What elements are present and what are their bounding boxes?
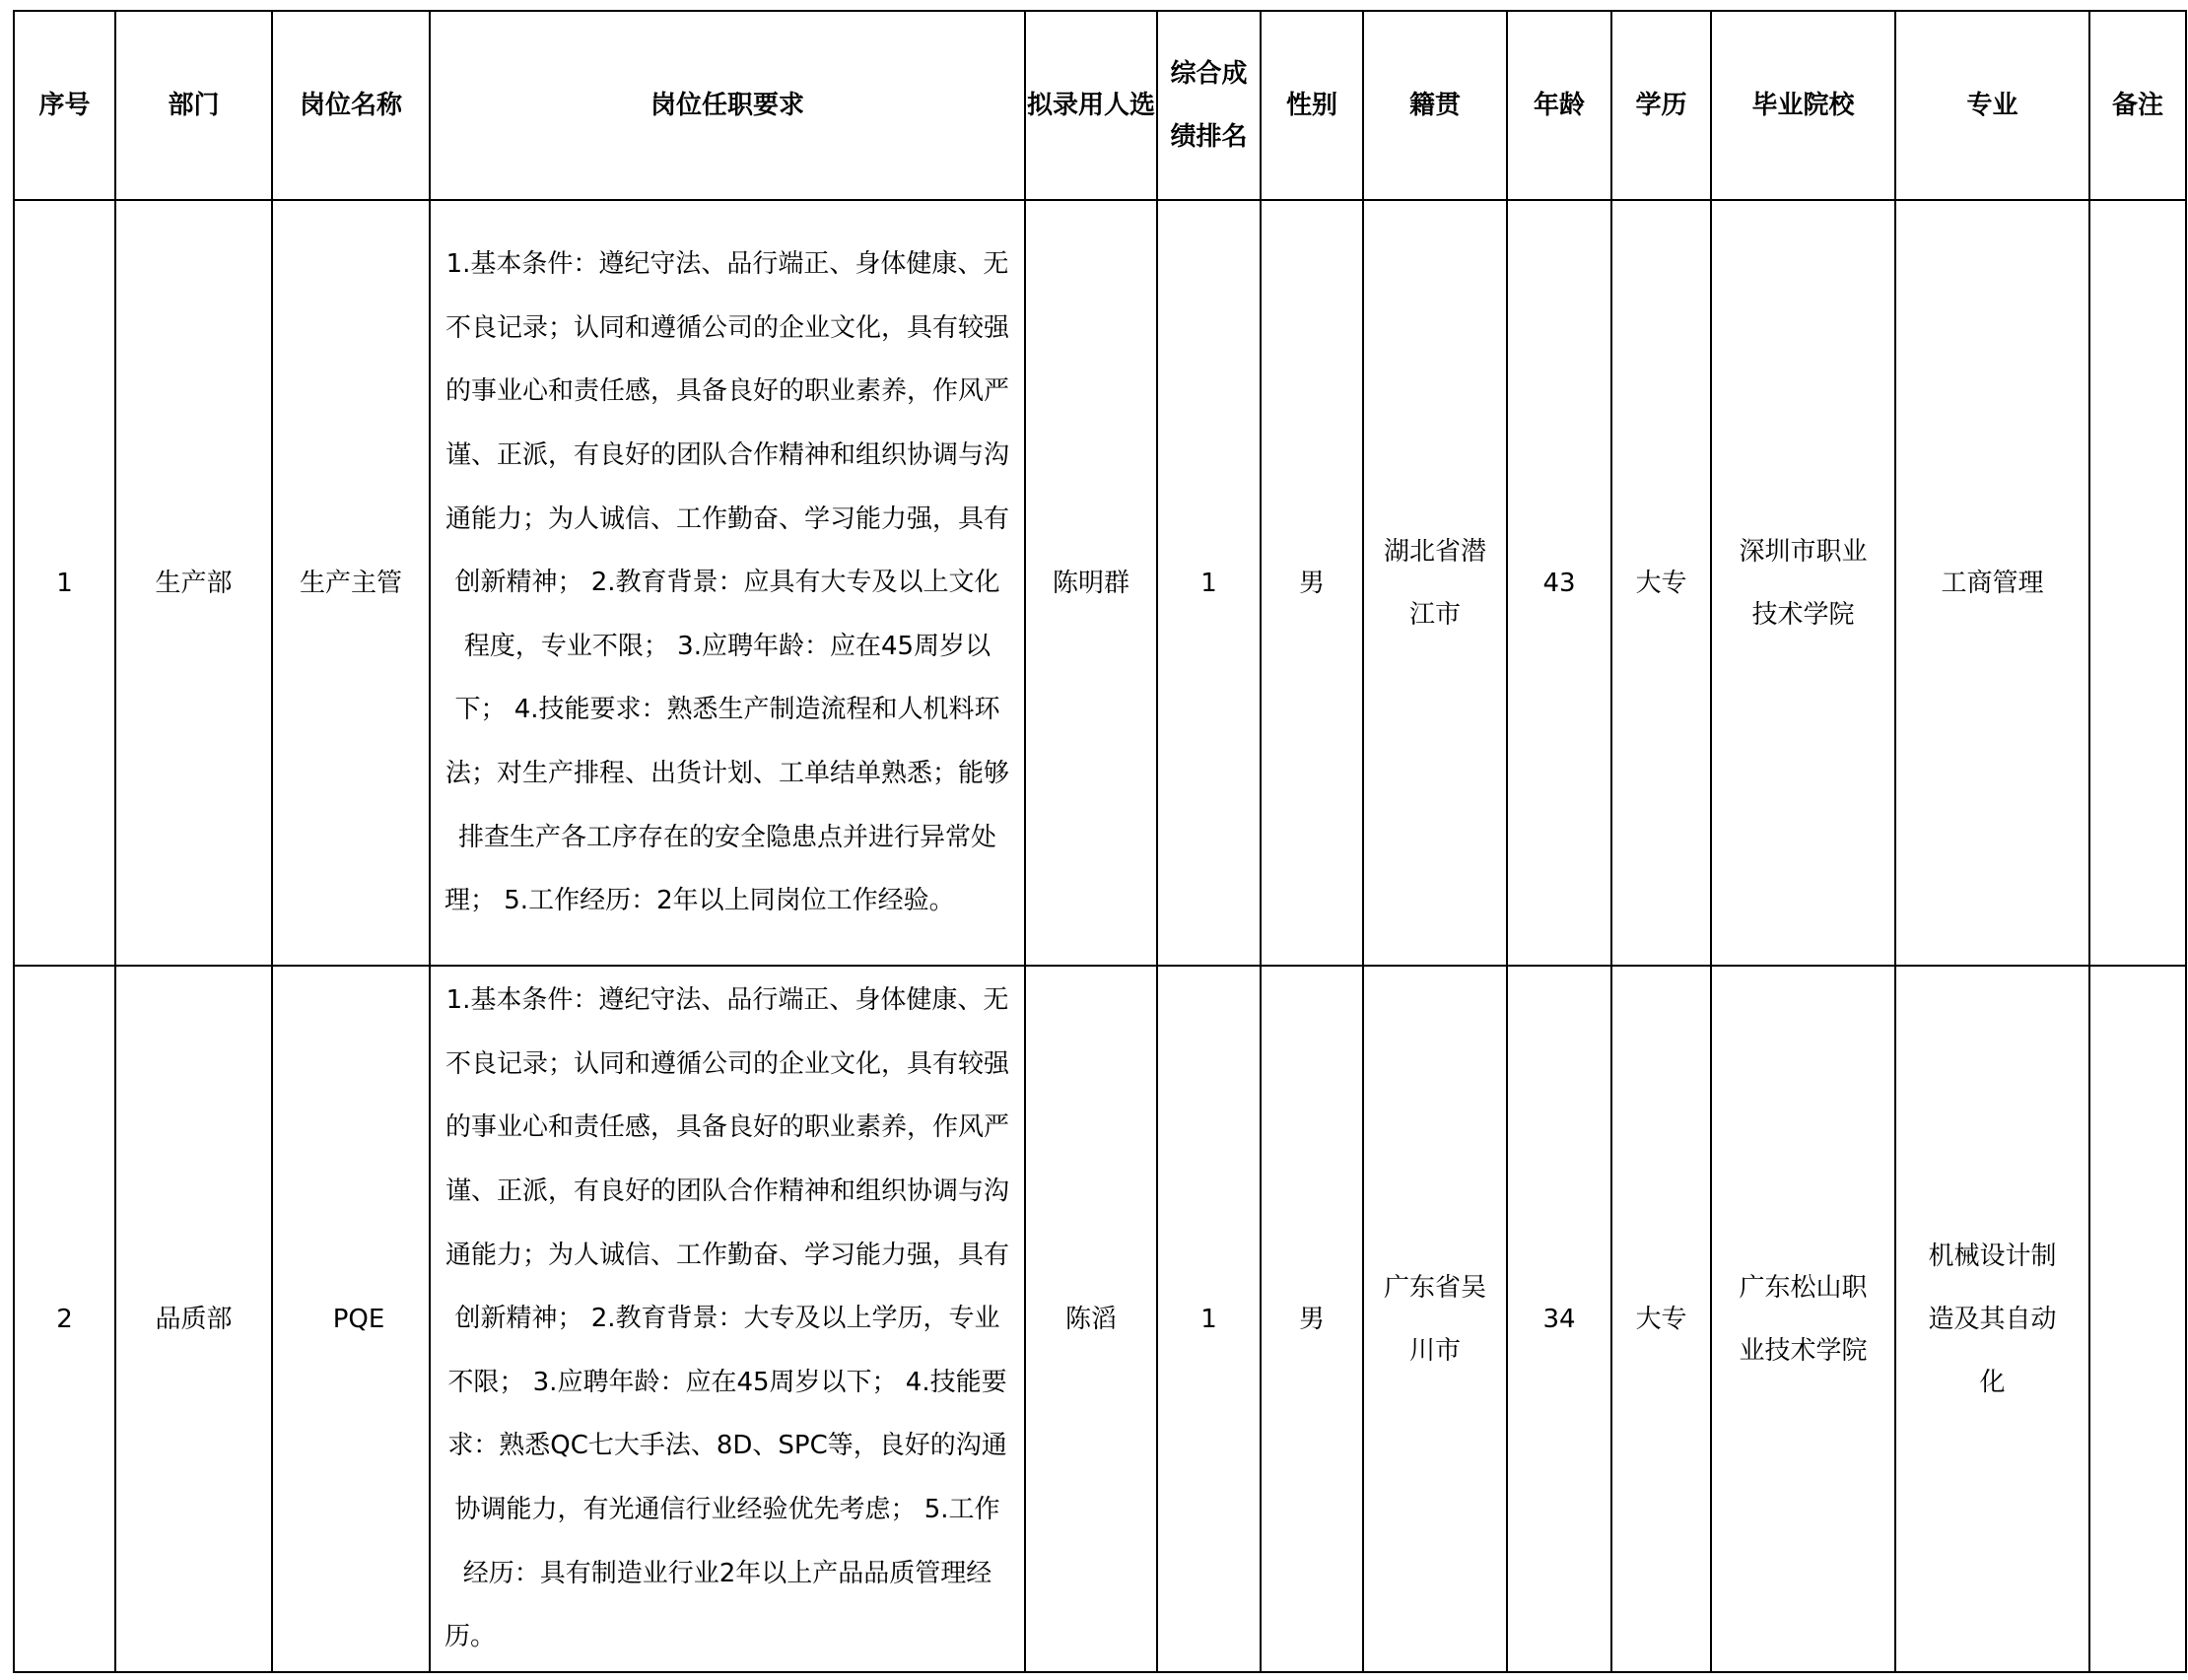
cell-gender: 男 [1261, 966, 1363, 1672]
header-remark: 备注 [2089, 11, 2186, 200]
header-education: 学历 [1611, 11, 1711, 200]
header-gender: 性别 [1261, 11, 1363, 200]
cell-major: 工商管理 [1895, 200, 2089, 966]
cell-education: 大专 [1611, 966, 1711, 1672]
table-row [14, 200, 2186, 966]
cell-remark [2089, 200, 2186, 966]
header-requirements: 岗位任职要求 [430, 11, 1025, 200]
cell-position: PQE [272, 966, 430, 1672]
cell-age: 43 [1507, 200, 1611, 966]
cell-candidate: 陈滔 [1025, 966, 1157, 1672]
cell-candidate: 陈明群 [1025, 200, 1157, 966]
header-candidate: 拟录用人选 [1025, 11, 1157, 200]
header-school: 毕业院校 [1711, 11, 1895, 200]
cell-index: 2 [14, 966, 115, 1672]
header-rank: 综合成绩排名 [1157, 11, 1261, 200]
cell-age: 34 [1507, 966, 1611, 1672]
cell-school: 广东松山职业技术学院 [1711, 966, 1895, 1672]
cell-hometown: 广东省吴川市 [1363, 966, 1507, 1672]
cell-gender: 男 [1261, 200, 1363, 966]
header-position: 岗位名称 [272, 11, 430, 200]
cell-education: 大专 [1611, 200, 1711, 966]
header-hometown: 籍贯 [1363, 11, 1507, 200]
header-department: 部门 [115, 11, 272, 200]
cell-remark [2089, 966, 2186, 1672]
cell-rank: 1 [1157, 966, 1261, 1672]
cell-major: 机械设计制造及其自动化 [1895, 966, 2089, 1672]
header-major: 专业 [1895, 11, 2089, 200]
cell-requirements: 1.基本条件：遵纪守法、品行端正、身体健康、无不良记录；认同和遵循公司的企业文化，具有较强的事业心和责任感，具备良好的职业素养，作风严谨、正派，有良好的团队合作精神和组织协调与沟通能力；为人诚信、工作勤奋、学习能力强，具有创新精神； 2.教育背景：大专及以上学历，专业不限； 3.应聘年龄：应在45周岁以下； 4.技能要求：熟悉QC七大手法、8D、SPC等，良好的沟通协调能力，有光通信行业经验优先考虑； 5.工作经历：具有制造业行业2年以上产品品质管理经历。 [430, 966, 1025, 1672]
cell-position: 生产主管 [272, 200, 430, 966]
cell-department: 生产部 [115, 200, 272, 966]
header-index: 序号 [14, 11, 115, 200]
cell-rank: 1 [1157, 200, 1261, 966]
header-row [14, 11, 2186, 200]
cell-school: 深圳市职业技术学院 [1711, 200, 1895, 966]
hiring-table [13, 10, 2187, 1673]
cell-index: 1 [14, 200, 115, 966]
cell-department: 品质部 [115, 966, 272, 1672]
table-row [14, 966, 2186, 1672]
cell-requirements: 1.基本条件：遵纪守法、品行端正、身体健康、无不良记录；认同和遵循公司的企业文化，具有较强的事业心和责任感，具备良好的职业素养，作风严谨、正派，有良好的团队合作精神和组织协调与沟通能力；为人诚信、工作勤奋、学习能力强，具有创新精神； 2.教育背景：应具有大专及以上文化程度，专业不限； 3.应聘年龄：应在45周岁以下； 4.技能要求：熟悉生产制造流程和人机料环法；对生产排程、出货计划、工单结单熟悉；能够排查生产各工序存在的安全隐患点并进行异常处理； 5.工作经历：2年以上同岗位工作经验。 [430, 200, 1025, 966]
header-age: 年龄 [1507, 11, 1611, 200]
cell-hometown: 湖北省潜江市 [1363, 200, 1507, 966]
